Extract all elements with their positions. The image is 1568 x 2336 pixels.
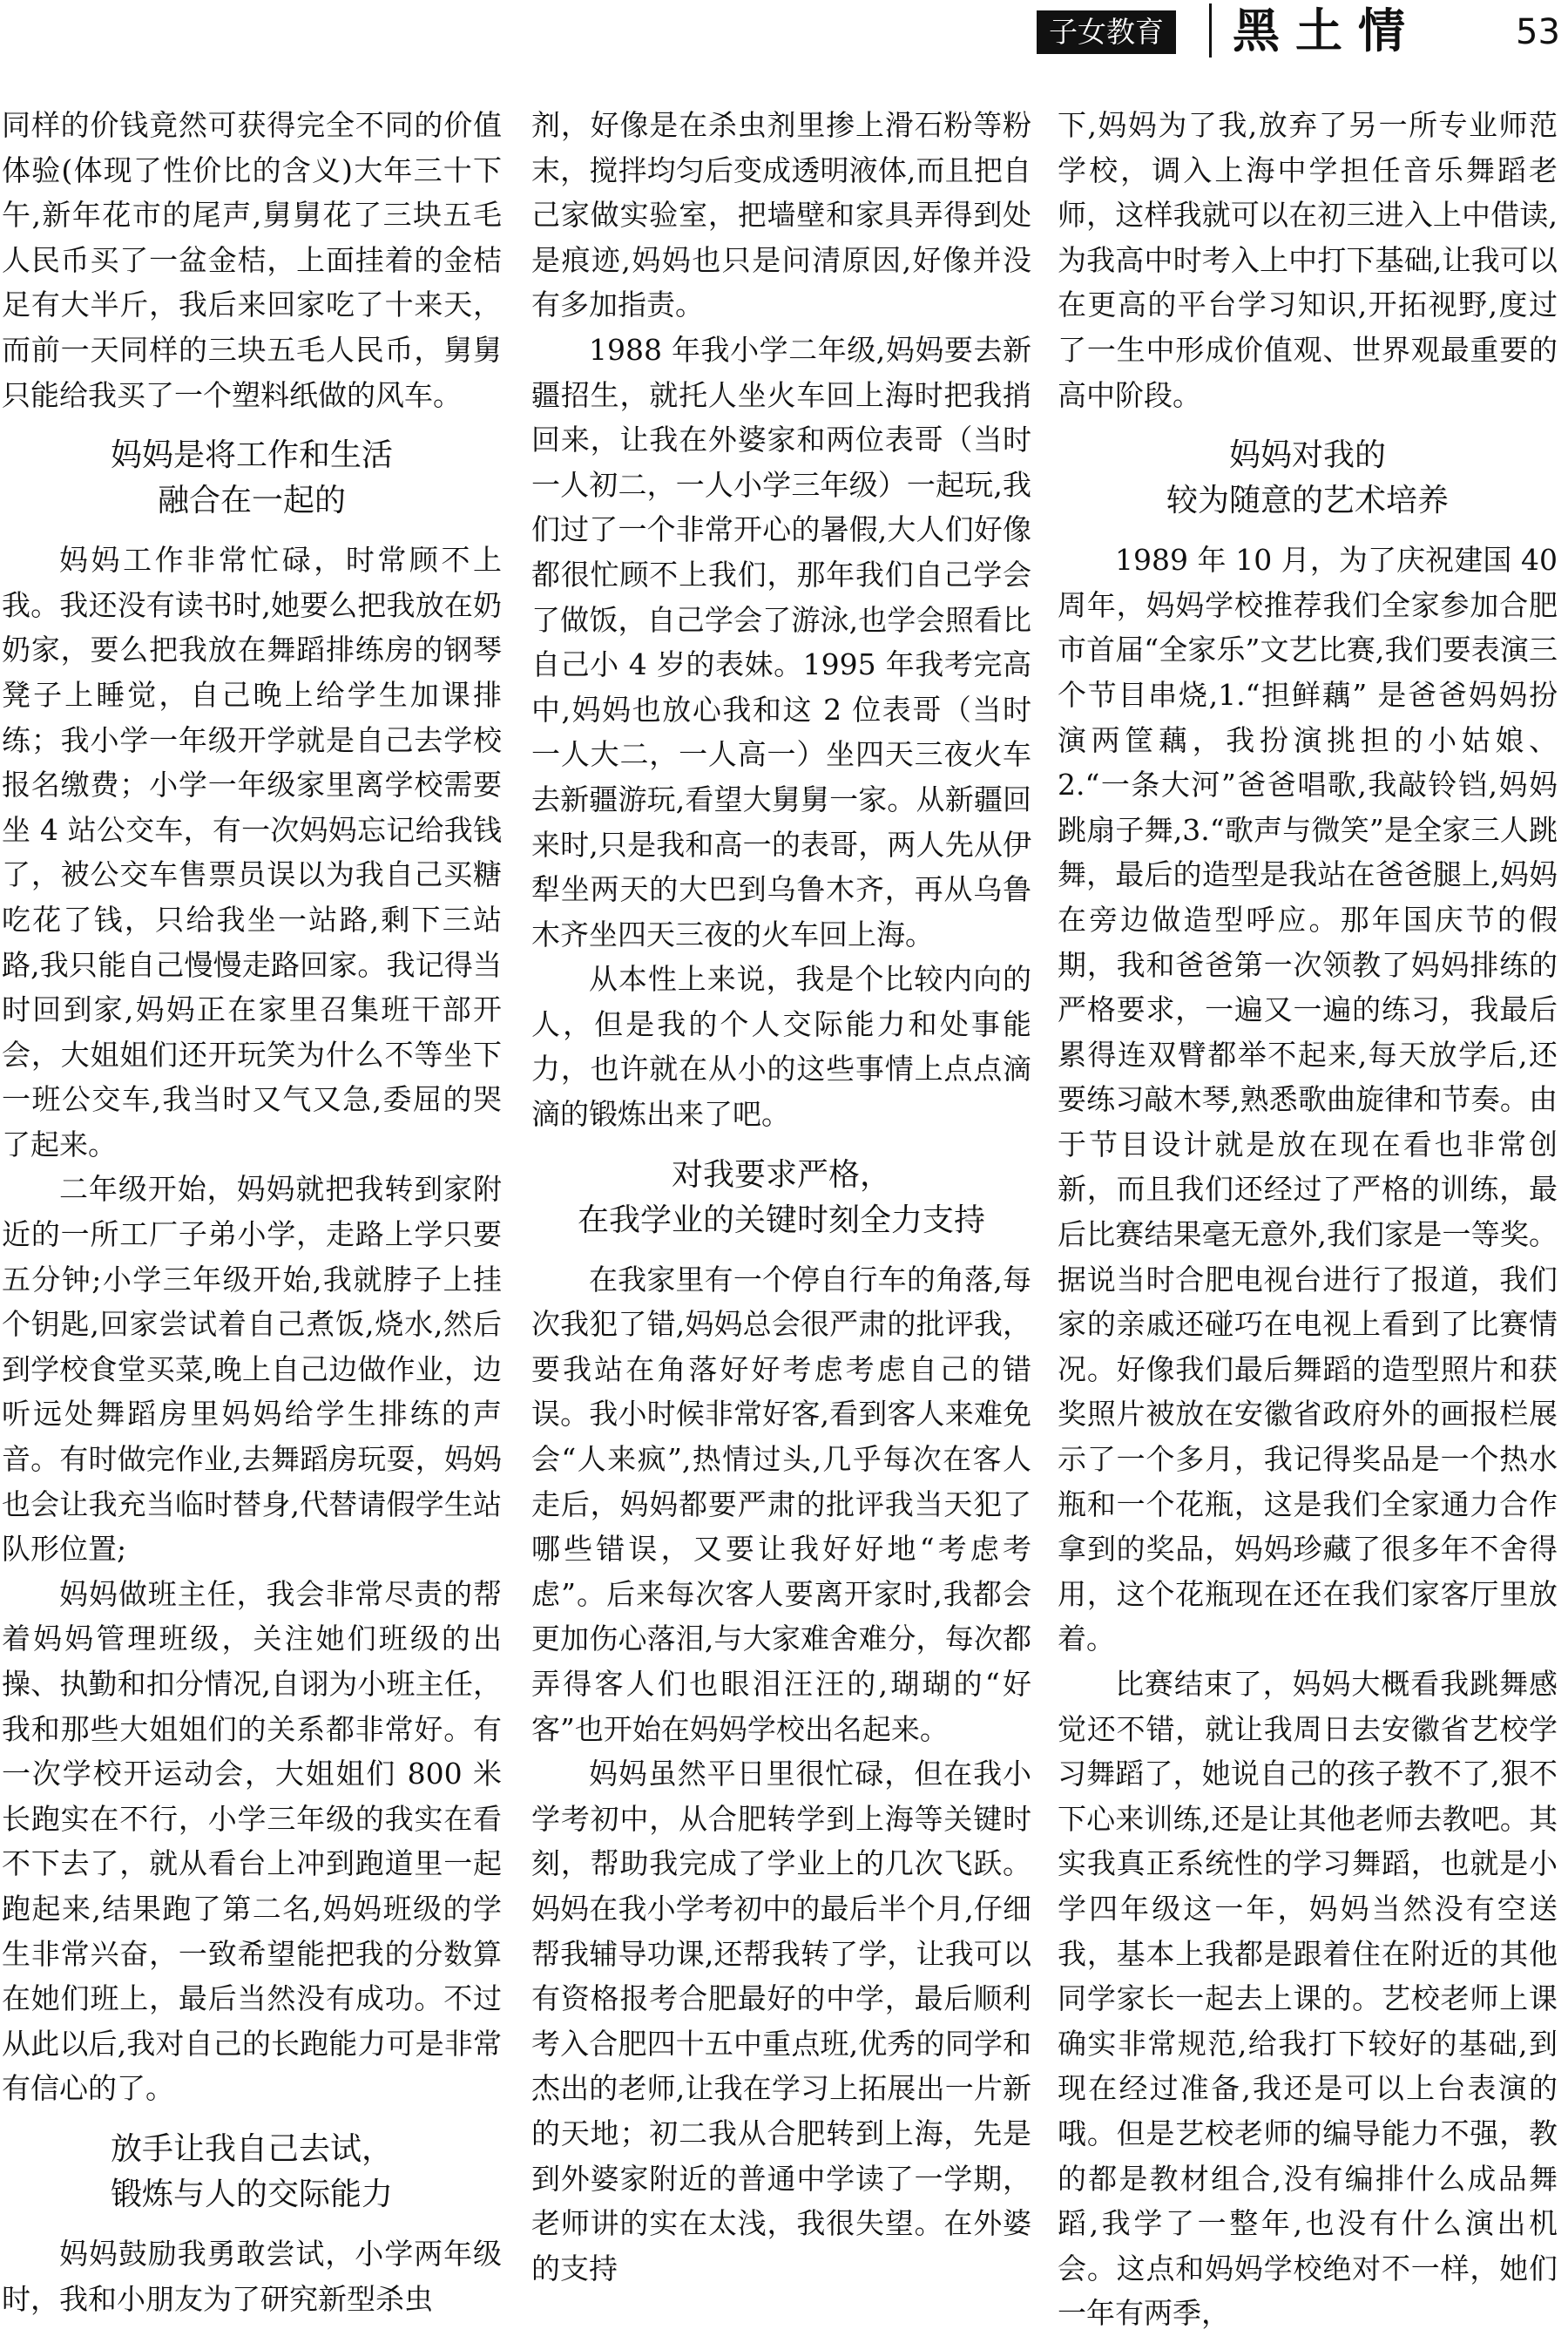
paragraph: 妈妈虽然平日里很忙碌，但在我小学考初中，从合肥转学到上海等关键时刻，帮助我完成了学业上的几次飞跃。妈妈在我小学考初中的最后半个月,仔细帮我辅导功课,还帮我转了学，让我可以有资格报考合肥最好的中学，最后顺利考入合肥四十五中重点班,优秀的同学和杰出的老师,让我在学习上拓展出一片新的天地；初二我从合肥转到上海，先是到外婆家附近的普通中学读了一学期，老师讲的实在太浅，我很失望。在外婆的支持: [531, 1757, 1031, 2285]
paragraph: 在我家里有一个停自行车的角落,每次我犯了错,妈妈总会很严肃的批评我，要我站在角落好好考虑考虑自己的错误。我小时候非常好客,看到客人来难免会“人来疯”,热情过头,几乎每次在客人走后，妈妈都要严肃的批评我当天犯了哪些错误，又要让我好好地“考虑考虑”。后来每次客人要离开家时,我都会更加伤心落泪,与大家难舍难分，每次都弄得客人们也眼泪汪汪的,瑚瑚的“好客”也开始在妈妈学校出名起来。: [531, 1262, 1031, 1746]
paragraph: 妈妈做班主任，我会非常尽责的帮着妈妈管理班级，关注她们班级的出操、执勤和扣分情况,自诩为小班主任，我和那些大姐姐们的关系都非常好。有一次学校开运动会，大姐姐们 800 米长跑实在不行，小学三年级的我实在看不下去了，就从看台上冲到跑道里一起跑起来,结果跑了第二名,妈妈班级的学生非常兴奋，一致希望能把我的分数算在她们班上，最后当然没有成功。不过从此以后,我对自己的长跑能力可是非常有信心的了。: [2, 1576, 502, 2106]
paragraph: 剂，好像是在杀虫剂里掺上滑石粉等粉末，搅拌均匀后变成透明液体,而且把自己家做实验室，把墙壁和家具弄得到处是痕迹,妈妈也只是问清原因,好像并没有多加指责。: [531, 108, 1031, 322]
paragraph: 1989 年 10 月，为了庆祝建国 40 周年，妈妈学校推荐我们全家参加合肥市首届“全家乐”文艺比赛,我们要表演三个节目串烧,1.“担鲜藕” 是爸爸妈妈扮演两筐藕，我扮演挑担的小姑娘、2.“一条大河”爸爸唱歌,我敲铃铛,妈妈跳扇子舞,3.“歌声与微笑”是全家三人跳舞，最后的造型是我站在爸爸腿上,妈妈在旁边做造型呼应。那年国庆节的假期，我和爸爸第一次领教了妈妈排练的严格要求，一遍又一遍的练习，我最后累得连双臂都举不起来,每天放学后,还要练习敲木琴,熟悉歌曲旋律和节奏。由于节目设计就是放在现在看也非常创新，而且我们还经过了严格的训练，最后比赛结果毫无意外,我们家是一等奖。据说当时合肥电视台进行了报道，我们家的亲戚还碰巧在电视上看到了比赛情况。好像我们最后舞蹈的造型照片和获奖照片被放在安徽省政府外的画报栏展示了一个多月，我记得奖品是一个热水瓶和一个花瓶，这是我们全家通力合作拿到的奖品，妈妈珍藏了很多年不舍得用，这个花瓶现在还在我们家客厅里放着。: [1058, 543, 1558, 1656]
section-heading: [531, 1153, 1031, 1243]
section-heading-line: 在我学业的关键时刻全力支持: [577, 1202, 985, 1238]
paragraph: 下,妈妈为了我,放弃了另一所专业师范学校，调入上海中学担任音乐舞蹈老师，这样我就可以在初三进入上中借读,为我高中时考入上中打下基础,让我可以在更高的平台学习知识,开拓视野,度过了一生中形成价值观、世界观最重要的高中阶段。: [1058, 108, 1558, 412]
section-badge: 子女教育: [1037, 10, 1176, 54]
section-heading-line: 较为随意的艺术培养: [1166, 483, 1449, 519]
paragraph: 妈妈工作非常忙碌，时常顾不上我。我还没有读书时,她要么把我放在奶奶家，要么把我放在舞蹈排练房的钢琴凳子上睡觉，自己晚上给学生加课排练；我小学一年级开学就是自己去学校报名缴费；小学一年级家里离学校需要坐 4 站公交车，有一次妈妈忘记给我钱了，被公交车售票员误以为我自己买糖吃花了钱，只给我坐一站路,剩下三站路,我只能自己慢慢走路回家。我记得当时回到家,妈妈正在家里召集班干部开会，大姐姐们还开玩笑为什么不等坐下一班公交车,我当时又气又急,委屈的哭了起来。: [2, 543, 502, 1161]
section-heading-line: 放手让我自己去试，: [110, 2130, 393, 2167]
header-divider: [1209, 3, 1212, 58]
section-heading-line: 锻炼与人的交际能力: [110, 2176, 393, 2212]
section-heading-line: 妈妈是将工作和生活: [110, 437, 393, 474]
section-heading-line: 妈妈对我的: [1228, 437, 1386, 474]
paragraph: 从本性上来说，我是个比较内向的人，但是我的个人交际能力和处事能力，也许就在从小的这些事情上点点滴滴的锻炼出来了吧。: [531, 962, 1031, 1132]
paragraph: 妈妈鼓励我勇敢尝试，小学两年级时，我和小朋友为了研究新型杀虫: [2, 2236, 502, 2316]
page-header: [0, 0, 1568, 70]
section-heading: [2, 2127, 502, 2218]
paragraph: 比赛结束了，妈妈大概看我跳舞感觉还不错，就让我周日去安徽省艺校学习舞蹈了，她说自己的孩子教不了,狠不下心来训练,还是让其他老师去教吧。其实我真正系统性的学习舞蹈，也就是小学四年级这一年，妈妈当然没有空送我，基本上我都是跟着住在附近的其他同学家长一起去上课的。艺校老师上课确实非常规范,给我打下较好的基础,到现在经过准备,我还是可以上台表演的哦。但是艺校老师的编导能力不强，教的都是教材组合,没有编排什么成品舞蹈,我学了一整年,也没有什么演出机会。这点和妈妈学校绝对不一样，她们一年有两季，: [1058, 1667, 1558, 2331]
section-heading: [1058, 433, 1558, 524]
page-number: 53: [1516, 12, 1560, 52]
paragraph: 二年级开始，妈妈就把我转到家附近的一所工厂子弟小学，走路上学只要五分钟;小学三年级开始,我就脖子上挂个钥匙,回家尝试着自己煮饭,烧水,然后到学校食堂买菜,晚上自己边做作业，边听远处舞蹈房里妈妈给学生排练的声音。有时做完作业,去舞蹈房玩耍，妈妈也会让我充当临时替身,代替请假学生站队形位置;: [2, 1172, 502, 1567]
article-body: [0, 103, 1568, 2331]
section-heading-line: 融合在一起的: [157, 483, 346, 519]
section-heading: [2, 433, 502, 524]
column-2: [531, 103, 1031, 2285]
magazine-brand: 黑土情: [1233, 3, 1421, 58]
column-3: [1058, 103, 1558, 2331]
paragraph: 同样的价钱竟然可获得完全不同的价值体验(体现了性价比的含义)大年三十下午,新年花市的尾声,舅舅花了三块五毛人民币买了一盆金桔，上面挂着的金桔足有大半斤，我后来回家吃了十来天，而前一天同样的三块五毛人民币，舅舅只能给我买了一个塑料纸做的风车。: [2, 108, 502, 412]
column-1: [2, 103, 502, 2316]
paragraph: 1988 年我小学二年级,妈妈要去新疆招生，就托人坐火车回上海时把我捎回来，让我在外婆家和两位表哥（当时一人初二，一人小学三年级）一起玩,我们过了一个非常开心的暑假,大人们好像都很忙顾不上我们，那年我们自己学会了做饭，自己学会了游泳,也学会照看比自己小 4 岁的表妹。1995 年我考完高中,妈妈也放心我和这 2 位表哥（当时一人大二，一人高一）坐四天三夜火车去新疆游玩,看望大舅舅一家。从新疆回来时,只是我和高一的表哥，两人先从伊犁坐两天的大巴到乌鲁木齐，再从乌鲁木齐坐四天三夜的火车回上海。: [531, 332, 1031, 951]
section-heading-line: 对我要求严格，: [671, 1156, 891, 1193]
